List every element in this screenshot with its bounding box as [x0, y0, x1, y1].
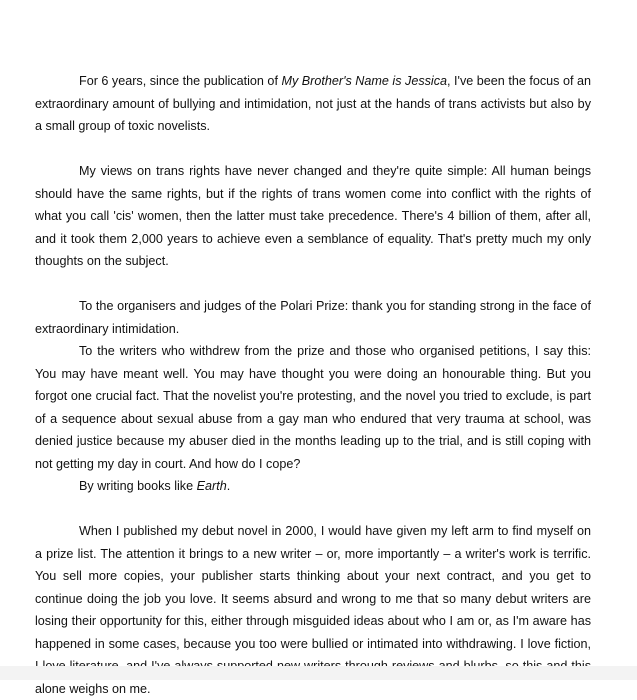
- paragraph-polari-thanks: To the organisers and judges of the Polari Prize: thank you for standing strong in the face of extraordinary intimidation.: [35, 299, 591, 336]
- paragraph-text-after-title: , I've been the focus of an extraordinary amount of bullying and intimidation, not just at the hands of trans activists but also by a small group of toxic novelists.: [35, 74, 591, 133]
- page-bottom-divider: [0, 666, 637, 680]
- paragraph-debut-novel: When I published my debut novel in 2000, I would have given my left arm to find myself on a prize list. The attention it brings to a new writer – or, more importantly – a writer's work is terrific. You sell more copies, your publisher starts thinking about your next contract, and you get to continue doing the job you love. It seems absurd and wrong to me that so many debut writers are losing their opportunity for this, either through misguided ideas about who I am or, as I'm aware has happened in some cases, because you too were bullied or intimated into withdrawing. I love fiction, alone weighs on me.: [35, 524, 591, 696]
- paragraph-bullying-intro: [35, 70, 591, 138]
- paragraph-trans-rights-views: My views on trans rights have never changed and they're quite simple: All human beings should have the same rights, but if the rights of trans women come into conflict with the rights of what you call 'cis' women, then the latter must take precedence. There's 4 billion of them, after all, and it took them 2,000 years to achieve even a semblance of equality. That's pretty much my only thoughts on the subject.: [35, 164, 591, 268]
- book-title-italic: Earth: [196, 479, 227, 493]
- paragraph-text-before-title: For 6 years, since the publication of: [79, 74, 282, 88]
- paragraph-text-after-title: .: [226, 479, 231, 493]
- paragraph-text-before-title: By writing books like: [79, 479, 197, 493]
- paragraph-writers-withdrew: To the writers who withdrew from the prize and those who organised petitions, I say this: You may have meant well. You may have thought you were doing an honourable thing. But you forgot one crucial fact. That the novelist you're protesting, and the novel you tried to exclude, is part of a sequence about sexual abuse from a gay man who endured that very trauma at school, was denied justice because my abuser died in the months leading up to the trial, and is still coping with not getting my day in court. And how do I cope?: [35, 344, 591, 471]
- paragraph-writing-books: [35, 475, 591, 498]
- book-title-italic: My Brother's Name is Jessica: [281, 74, 448, 88]
